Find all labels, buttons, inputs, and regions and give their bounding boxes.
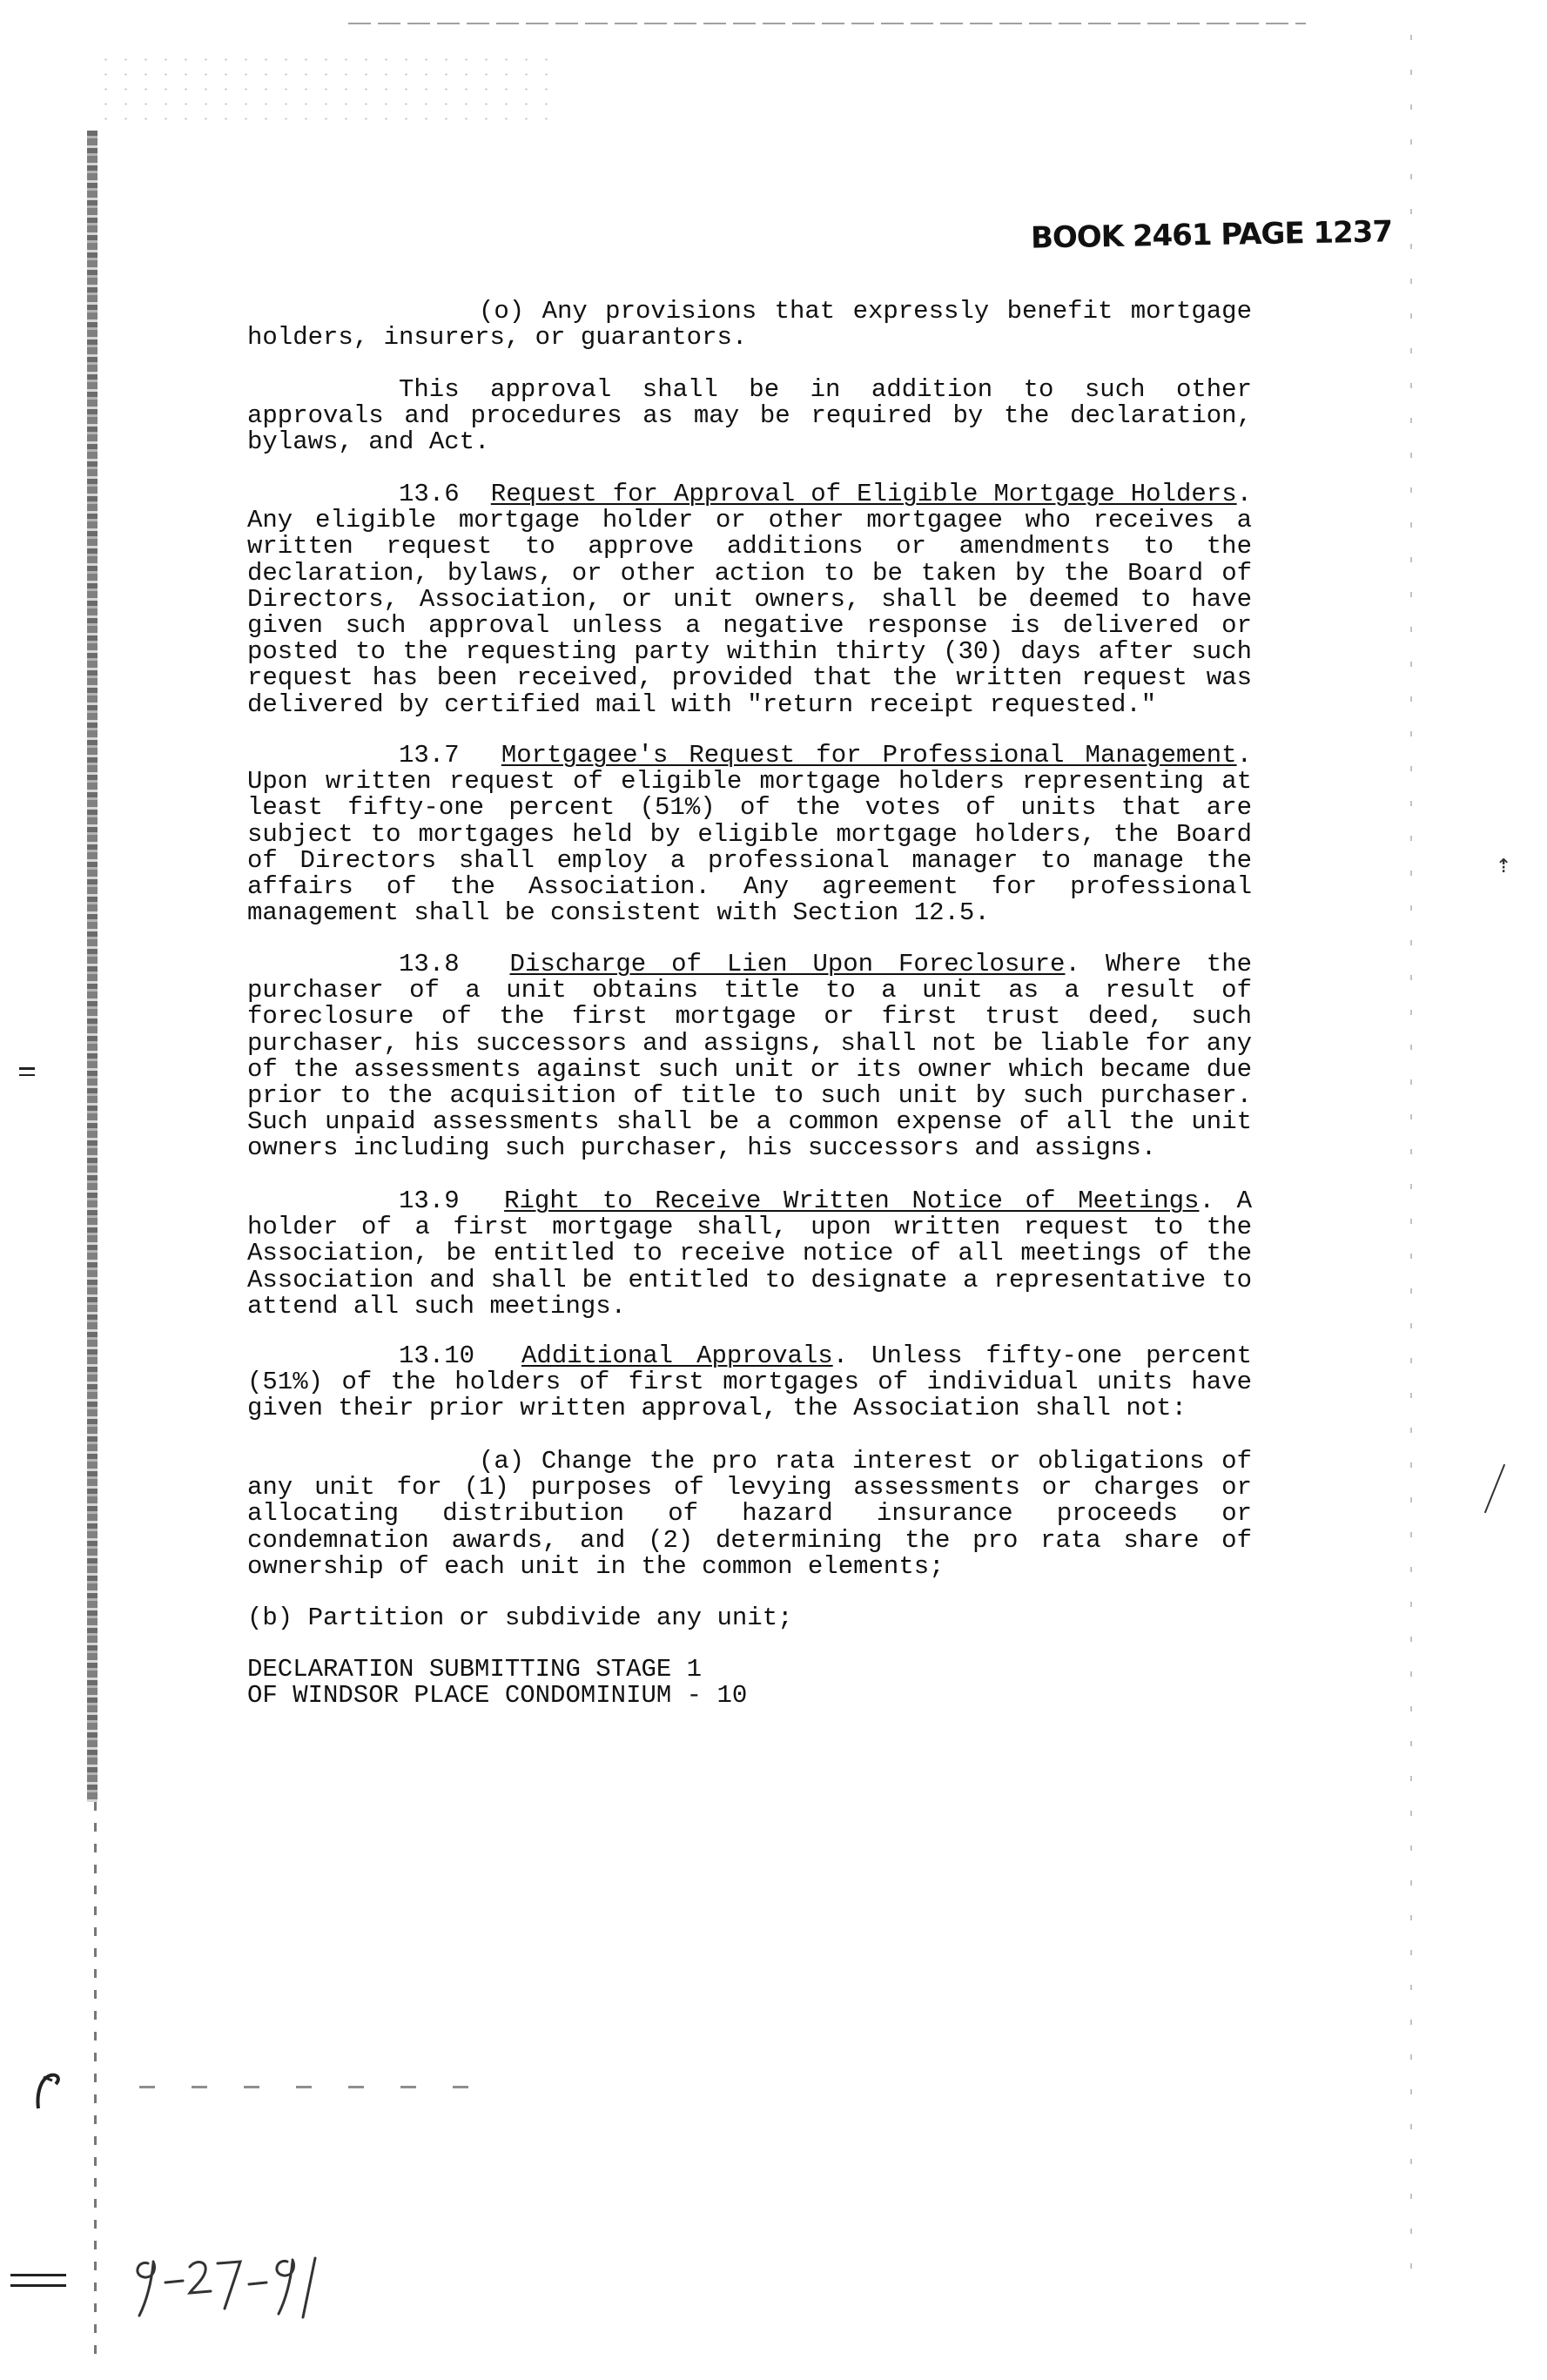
section-13-10: [247, 1343, 1252, 1422]
scan-top-edge: [348, 23, 1306, 24]
section-body: . A holder of a first mortgage shall, upon written request to the Association, be entitled to receive notice of all meetings of the Association and shall be entitled to designate a representative to attend all such meetings.: [247, 1187, 1252, 1321]
footer-line-2: OF WINDSOR PLACE CONDOMINIUM - 10: [247, 1681, 748, 1710]
handwritten-mark: [31, 2070, 66, 2112]
section-13-7: [247, 743, 1252, 926]
section-body: . Any eligible mortgage holder or other mortgagee who receives a written request to approve additions or amendments to the declaration, bylaws, or other action to be taken by the Board of Directors, Association, or unit owners, shall be deemed to have given such approval unless a negative response is delivered or posted to the requesting party within thirty (30) days after such request has been received, provided that the written request was delivered by certified mail with "return receipt requested.": [247, 480, 1252, 719]
section-title: Right to Receive Written Notice of Meetings: [504, 1187, 1200, 1215]
footer-line-1: DECLARATION SUBMITTING STAGE 1: [247, 1655, 703, 1684]
scan-right-edge: [1410, 35, 1412, 2298]
clause-b: [247, 1605, 1252, 1631]
section-title: Discharge of Lien Upon Foreclosure: [509, 950, 1066, 978]
margin-slash: [1484, 1464, 1505, 1513]
approval-paragraph: [247, 377, 1252, 456]
scan-speckle: [96, 52, 548, 131]
scan-left-edge-lower: [94, 1802, 97, 2359]
section-body: . Unless fifty-one percent (51%) of the holders of first mortgages of individual units have given their prior written approval, the Association shall not:: [247, 1341, 1252, 1423]
recording-stamp: BOOK 2461 PAGE 1237: [1030, 214, 1393, 256]
scan-bottom-dash: [139, 2086, 505, 2088]
clause-a-text: (a) Change the pro rata interest or obligations of any unit for (1) purposes of levying assessments or charges or allocating distribution of hazard insurance proceeds or condemnation awards, and (2) determining the pro rata share of ownership of each unit in the common elements;: [247, 1447, 1252, 1581]
section-number: 13.6: [399, 480, 460, 508]
section-body: . Upon written request of eligible mortgage holders representing at least fifty-one percent (51%) of the votes of units that are subject to mortgages held by eligible mortgage holders, the Board of Directors shall employ a professional manager to manage the affairs of the Association. Any agreement for professional management shall be consistent with Section 12.5.: [247, 741, 1252, 928]
section-13-6: [247, 481, 1252, 718]
section-body: . Where the purchaser of a unit obtains title to a unit as a result of foreclosure of the first mortgage or first trust deed, such purchaser, his successors and assigns, shall not be liable for any of the assessments against such unit or its owner which became due prior to the acquisition of title to such unit by such purchaser. Such unpaid assessments shall be a common expense of all the unit owners including such purchaser, his successors and assigns.: [247, 950, 1253, 1163]
approval-text: This approval shall be in addition to such other approvals and procedures as may be required by the declaration, bylaws, and Act.: [247, 375, 1252, 457]
date-rule: [10, 2284, 66, 2287]
section-13-8: [247, 951, 1252, 1162]
section-title: Additional Approvals: [521, 1341, 833, 1370]
clause-a: [247, 1449, 1252, 1580]
clause-b-text: (b) Partition or subdivide any unit;: [247, 1603, 793, 1632]
scan-left-tick: [19, 1074, 35, 1076]
section-number: 13.10: [399, 1341, 475, 1370]
clause-o: [247, 299, 1252, 351]
section-number: 13.8: [399, 950, 460, 978]
scan-left-tick: [19, 1067, 35, 1070]
section-number: 13.9: [399, 1187, 460, 1215]
scan-left-binding-edge: [87, 131, 98, 1802]
section-title: Mortgagee's Request for Professional Management: [501, 741, 1237, 770]
margin-mark: ⇡: [1496, 851, 1512, 881]
date-rule: [10, 2274, 66, 2276]
section-number: 13.7: [399, 741, 460, 770]
clause-o-text: (o) Any provisions that expressly benefit mortgage holders, insurers, or guarantors.: [247, 297, 1252, 353]
section-13-9: [247, 1188, 1252, 1320]
section-title: Request for Approval of Eligible Mortgage Holders: [490, 480, 1237, 508]
handwritten-date: [113, 2237, 374, 2324]
document-footer: [247, 1657, 747, 1709]
